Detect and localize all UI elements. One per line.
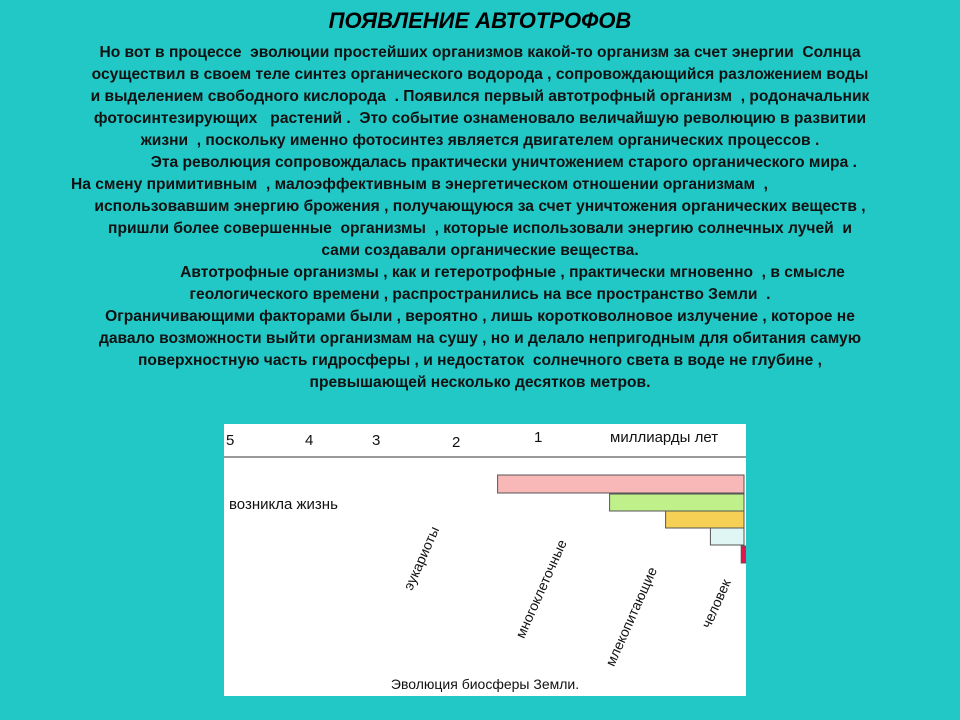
bar-label-life: возникла жизнь (229, 496, 338, 513)
text-line: На смену примитивным , малоэффективным в энергетическом отношении организмам , (58, 176, 768, 193)
bar-label-eukaryotes: эукариоты (400, 523, 443, 593)
text-line: фотосинтезирующих растений . Это событие ознаменовало величайшую революцию в развитии (93, 110, 867, 127)
bar-multicellular (666, 511, 744, 528)
text-line: и выделением свободного кислорода . Появился первый автотрофный организм , родоначальник (90, 88, 870, 105)
tick-label-3: 3 (372, 432, 381, 449)
text-line: Автотрофные организмы , как и гетеротрофные , практически мгновенно , в смысле (115, 264, 845, 281)
bar-mammals (710, 528, 744, 545)
tick-label-4: 4 (305, 432, 314, 449)
text-line: превышающей несколько десятков метров. (309, 374, 651, 391)
text-line: Эта революция сопровождалась практически уничтожением старого органического мира . (103, 154, 857, 171)
bar-life (498, 475, 744, 493)
page-title: ПОЯВЛЕНИЕ АВТОТРОФОВ (328, 8, 632, 33)
text-line: осуществил в своем теле синтез органического водорода , сопровождающийся разложением воды (91, 66, 869, 83)
text-line: пришли более совершенные организмы , которые использовали энергию солнечных лучей и (108, 220, 852, 237)
tick-label-1: 1 (534, 429, 543, 446)
bar-label-multicellular: многоклеточные (512, 537, 570, 641)
text-line: использовавшим энергию брожения , получающуюся за счет уничтожения органических веществ , (94, 198, 866, 215)
biosphere-evolution-diagram (224, 424, 746, 696)
tick-label-5: 5 (226, 432, 235, 449)
bar-label-mammals: млекопитающие (602, 564, 661, 669)
diagram-canvas (224, 424, 746, 696)
text-line: давало возможности выйти организмам на сушу , но и делало непригодным для обитания самую (98, 330, 862, 347)
text-line: поверхностную часть гидросферы , и недостаток солнечного света в воде не глубине , (138, 352, 822, 369)
axis-unit-label: миллиарды лет (610, 429, 719, 446)
tick-label-2: 2 (452, 434, 461, 451)
bar-human (741, 546, 746, 563)
bar-eukaryotes (610, 494, 744, 511)
text-line: геологического времени , распространились на все пространство Земли . (189, 286, 771, 303)
text-line: Ограничивающими факторами были , вероятно , лишь коротковолновое излучение , которое не (105, 308, 855, 325)
text-line: Но вот в процессе эволюции простейших организмов какой-то организм за счет энергии Солнца (99, 44, 861, 61)
figure-caption: Эволюция биосферы Земли. (390, 676, 580, 692)
bar-label-human: человек (698, 576, 734, 631)
text-line: сами создавали органические вещества. (321, 242, 639, 259)
text-line: жизни , поскольку именно фотосинтез является двигателем органических процессов . (140, 132, 820, 149)
body-paragraph (10, 42, 950, 394)
